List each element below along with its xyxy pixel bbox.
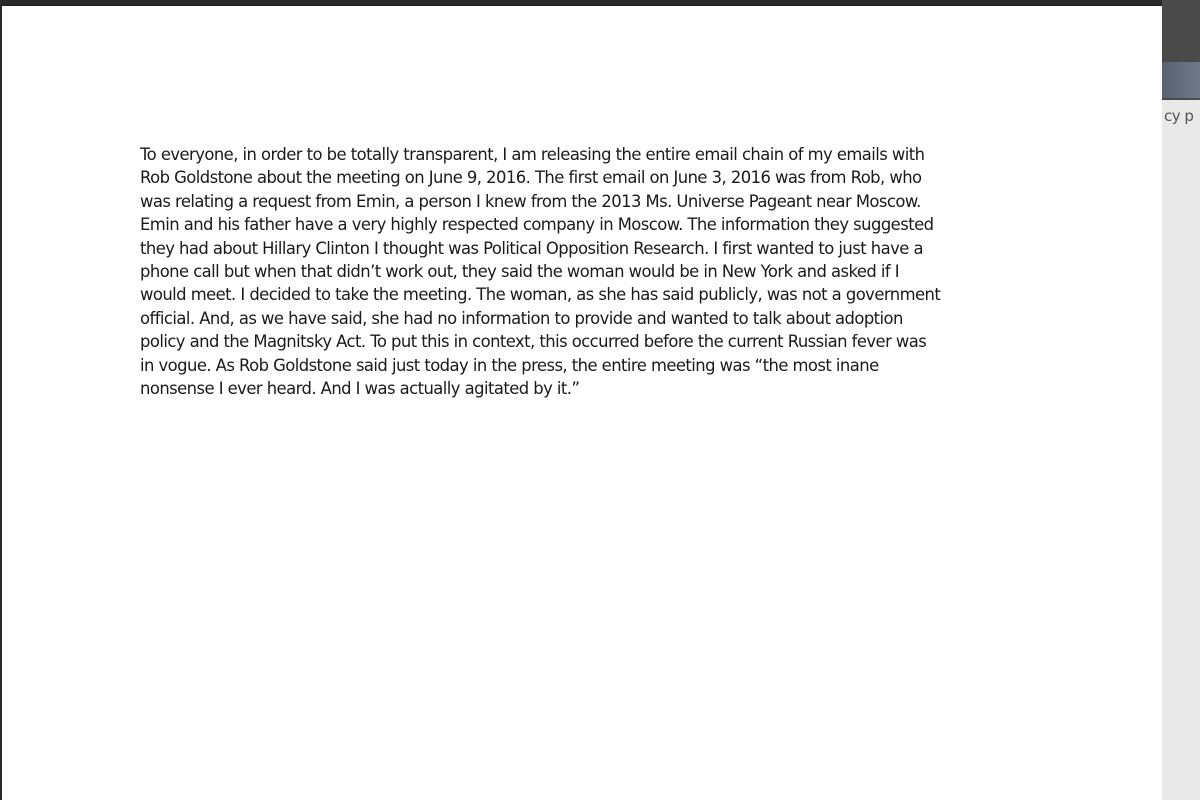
adjacent-window-title-bar bbox=[1162, 62, 1200, 98]
document-page[interactable] bbox=[2, 6, 1162, 800]
statement-paragraph: To everyone, in order to be totally transparent, I am releasing the entire email chain of my emails with Rob Goldstone about the meeting on June 9, 2016. The first email on June 3, 2016 was from Rob, who was relating a request from Emin, a person I knew from the 2013 Ms. Universe Pageant near Moscow. Emin and his father have a very highly respected company in Moscow. The information they suggested they had about Hillary Clinton I thought was Political Opposition Research. I first wanted to just have a phone call but when that didn’t work out, they said the woman would be in New York and asked if I would meet. I decided to take the meeting. The woman, as she has said publicly, was not a government official. And, as we have said, she had no information to provide and wanted to talk about adoption policy and the Magnitsky Act. To put this in context, this occurred before the current Russian fever was in vogue. As Rob Goldstone said just today in the press, the entire meeting was “the most inane nonsense I ever heard. And I was actually agitated by it.” bbox=[140, 145, 941, 399]
adjacent-window-content bbox=[1162, 100, 1200, 800]
adjacent-window-text-fragment: cy p bbox=[1164, 107, 1194, 125]
adjacent-window[interactable] bbox=[1162, 0, 1200, 800]
